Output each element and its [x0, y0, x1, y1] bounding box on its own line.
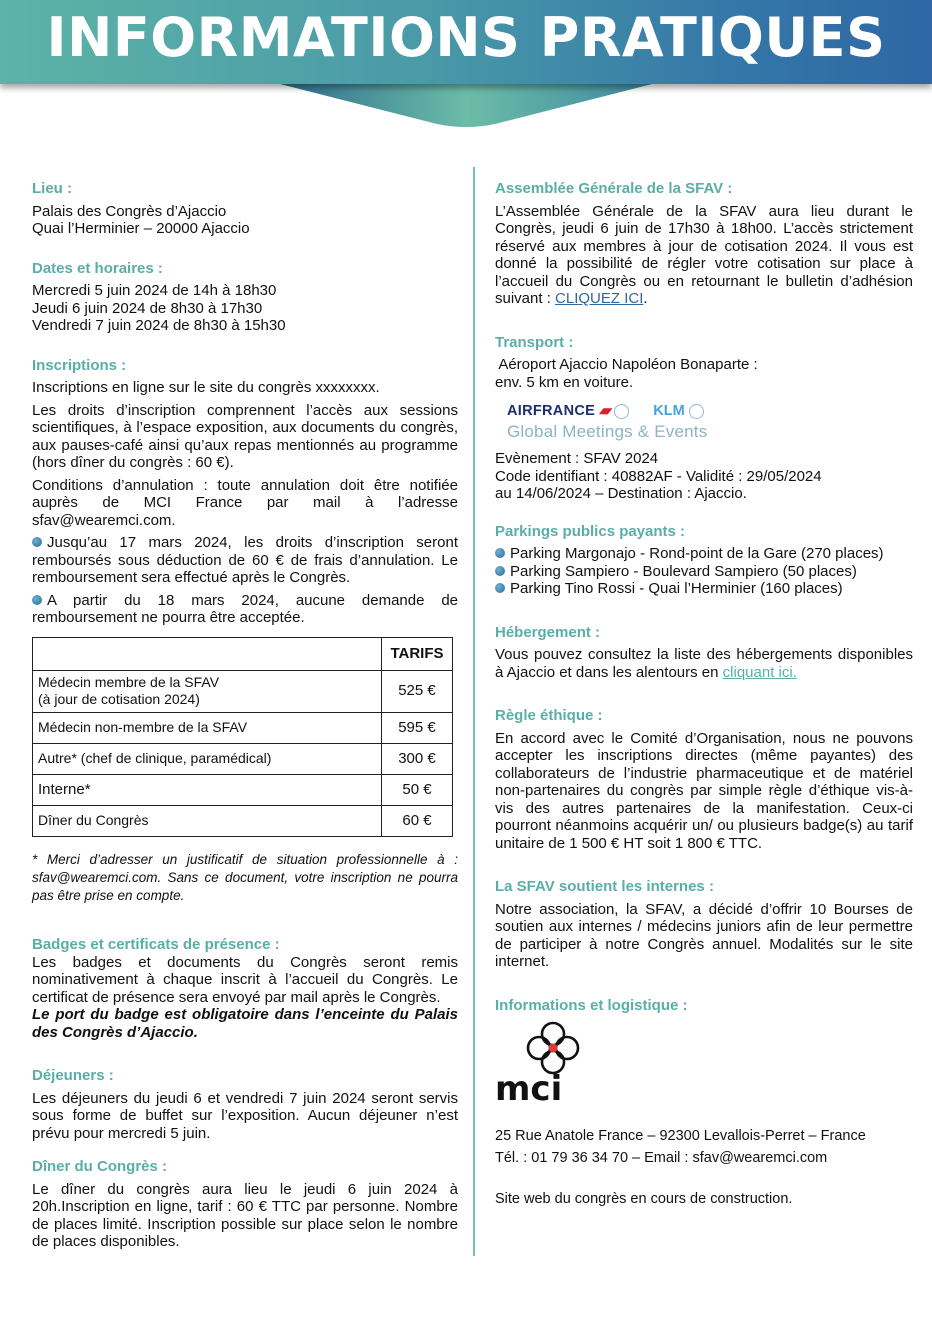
section-heading: Règle éthique : [495, 707, 603, 724]
section-assemblee [495, 180, 913, 308]
event-line: Code identifiant : 40882AF - Validité : 29/05/2024 [495, 467, 822, 485]
adhesion-link[interactable]: CLIQUEZ ICI [555, 290, 644, 307]
event-line: au 14/06/2024 – Destination : Ajaccio. [495, 485, 747, 502]
skyteam-seal-icon [614, 404, 629, 419]
table-header-empty [33, 637, 382, 670]
logo-tagline: Global Meetings & Events [507, 421, 708, 441]
section-heading: Déjeuners : [32, 1067, 114, 1084]
right-column [495, 180, 913, 1208]
section-hebergement [495, 624, 913, 682]
text-line: Quai l’Herminier – 20000 Ajaccio [32, 220, 250, 237]
contact-line: Tél. : 01 79 36 34 70 – Email : sfav@wearemci.com [495, 1149, 828, 1166]
section-heading: Informations et logistique : [495, 996, 688, 1014]
bullet-text: Jusqu’au 17 mars 2024, les droits d’inscription seront remboursés sous déduction de 60 € de frais d’annulation. Le remboursement sera effectué après le Congrès. [32, 534, 458, 586]
section-lieu [32, 180, 458, 238]
table-cell-label: Médecin membre de la SFAV (à jour de cotisation 2024) [33, 670, 382, 712]
svg-text:mci: mci [495, 1069, 563, 1102]
table-header-tarifs: TARIFS [382, 637, 453, 670]
section-heading: Lieu : [32, 180, 72, 197]
table-cell-price: 595 € [382, 712, 453, 743]
section-heading: Dîner du Congrès : [32, 1158, 168, 1175]
section-heading: Badges et certificats de présence : [32, 936, 280, 953]
bullet-icon [495, 548, 505, 558]
tarifs-table [32, 637, 453, 837]
column-divider [473, 167, 475, 1256]
airfrance-wordmark: AIRFRANCE [507, 403, 596, 419]
paragraph: Vous pouvez consultez la liste des hébergements disponibles à Ajaccio et dans les alentours en cliquant ici. [495, 646, 913, 681]
mci-logo-icon [495, 1020, 595, 1102]
bullet-icon [495, 583, 505, 593]
header-banner [0, 0, 932, 84]
date-line: Jeudi 6 juin 2024 de 8h30 à 17h30 [32, 299, 263, 317]
section-logistique [495, 997, 913, 1209]
date-line: Mercredi 5 juin 2024 de 14h à 18h30 [32, 282, 277, 299]
left-column [32, 180, 458, 1251]
table-row [33, 743, 453, 774]
table-row [33, 774, 453, 805]
page-title: INFORMATIONS PRATIQUES [46, 6, 886, 69]
section-diner [32, 1158, 458, 1251]
paragraph: En accord avec le Comité d’Organisation, nous ne pouvons accepter les inscriptions directes (même payantes) des collaborateurs de l’industrie pharmaceutique et de matériel non-partenaires du congrès par simple règle d’éthique vis-à-vis des autres partenaires de la manifestation. Ceux-ci pourront néanmoins acquérir un/ ou plusieurs badge(s) au tarif unitaire de 1 500 € HT soit 1 800 € TTC. [495, 729, 913, 852]
mci-logo [495, 1020, 595, 1107]
section-badges [32, 936, 458, 1041]
section-internes [495, 878, 913, 971]
section-heading: Dates et horaires : [32, 259, 163, 277]
bullet-icon [32, 537, 42, 547]
bullet-item [32, 534, 458, 587]
website-status: Site web du congrès en cours de construction. [495, 1190, 793, 1207]
airfrance-klm-logo [507, 403, 737, 440]
section-heading: La SFAV soutient les internes : [495, 878, 714, 895]
table-row [33, 712, 453, 743]
date-line: Vendredi 7 juin 2024 de 8h30 à 15h30 [32, 317, 286, 334]
bullet-text: A partir du 18 mars 2024, aucune demande de remboursement ne pourra être acceptée. [32, 591, 458, 626]
header-chevron [280, 84, 652, 128]
section-transport [495, 334, 913, 503]
event-line: Evènement : SFAV 2024 [495, 450, 659, 467]
section-ethique [495, 707, 913, 852]
parking-item: Parking Sampiero - Boulevard Sampiero (50 places) [495, 563, 913, 581]
table-row [33, 805, 453, 836]
table-cell-price: 60 € [382, 805, 453, 836]
section-inscriptions [32, 357, 458, 627]
section-parkings [495, 523, 913, 598]
table-cell-label: Dîner du Congrès [33, 805, 382, 836]
bullet-icon [495, 566, 505, 576]
hebergement-link[interactable]: cliquant ici. [722, 663, 797, 681]
text-line: env. 5 km en voiture. [495, 373, 634, 391]
table-row [33, 670, 453, 712]
paragraph: Les badges et documents du Congrès seront remis nominativement à chaque inscrit à l’accueil du Congrès. Le certificat de présence sera envoyé par mail après le Congrès. [32, 953, 458, 1006]
paragraph: Notre association, la SFAV, a décidé d’offrir 10 Bourses de soutien aux internes / médecins juniors afin de leur permettre de participer à notre Congrès annuel. Modalités sur le site internet. [495, 900, 913, 970]
section-dates [32, 260, 458, 335]
bullet-item [32, 592, 458, 627]
section-heading: Hébergement : [495, 623, 601, 641]
bullet-icon [32, 595, 42, 605]
airfrance-stripe-icon: ▰ [599, 403, 611, 419]
text-line: Aéroport Ajaccio Napoléon Bonaparte : [495, 356, 758, 373]
klm-wordmark: KLM [653, 403, 685, 419]
section-heading: Parkings publics payants : [495, 522, 686, 540]
table-cell-price: 525 € [382, 670, 453, 712]
table-header-row [33, 637, 453, 670]
paragraph: Conditions d’annulation : toute annulation doit être notifiée auprès de MCI France par mail à l’adresse sfav@wearemci.com. [32, 476, 458, 529]
tarifs-note: * Merci d’adresser un justificatif de situation professionnelle à : sfav@wearemci.com. Sans ce document, votre inscription ne pourra pas être prise en compte. [32, 851, 458, 903]
table-cell-price: 300 € [382, 743, 453, 774]
parking-item: Parking Tino Rossi - Quai l’Herminier (160 places) [495, 580, 913, 598]
paragraph: Les déjeuners du jeudi 6 et vendredi 7 juin 2024 seront servis sous forme de buffet sur l’exposition. Aucun déjeuner n’est prévu pour mercredi 5 juin. [32, 1089, 458, 1142]
table-cell-label: Médecin non-membre de la SFAV [33, 712, 382, 743]
section-heading: Assemblée Générale de la SFAV : [495, 180, 733, 197]
table-cell-label: Autre* (chef de clinique, paramédical) [33, 743, 382, 774]
paragraph: L’Assemblée Générale de la SFAV aura lieu durant le Congrès, jeudi 6 juin de 17h30 à 18h00. L’accès strictement réservé aux membres à jour de cotisation 2024. Il vous est donné la possibilité de régler votre cotisation sur place à l’accueil du Congrès ou en retournant le bulletin d’adhésion suivant : CLIQUEZ ICI. [495, 202, 913, 307]
parking-item: Parking Margonajo - Rond-point de la Gare (270 places) [495, 545, 913, 563]
paragraph: Inscriptions en ligne sur le site du congrès xxxxxxxx. [32, 379, 380, 396]
section-dejeuners [32, 1067, 458, 1142]
section-heading: Inscriptions : [32, 356, 127, 374]
badge-notice: Le port du badge est obligatoire dans l’enceinte du Palais des Congrès d’Ajaccio. [32, 1006, 458, 1041]
text-line: Palais des Congrès d’Ajaccio [32, 202, 227, 220]
skyteam-seal-icon [689, 404, 704, 419]
table-cell-price: 50 € [382, 774, 453, 805]
paragraph: Le dîner du congrès aura lieu le jeudi 6 juin 2024 à 20h.Inscription en ligne, tarif : 60 € TTC par personne. Nombre de places limité. Inscription possible sur place selon le nombre de places disponibles. [32, 1180, 458, 1250]
paragraph: Les droits d’inscription comprennent l’accès aux sessions scientifiques, à l’espace exposition, aux documents du congrès, aux pauses-café ainsi qu’aux repas mentionnés au programme (hors dîner du congrès : 60 €). [32, 401, 458, 471]
table-cell-label: Interne* [33, 774, 382, 805]
section-heading: Transport : [495, 333, 574, 351]
address-line: 25 Rue Anatole France – 92300 Levallois-Perret – France [495, 1127, 866, 1144]
